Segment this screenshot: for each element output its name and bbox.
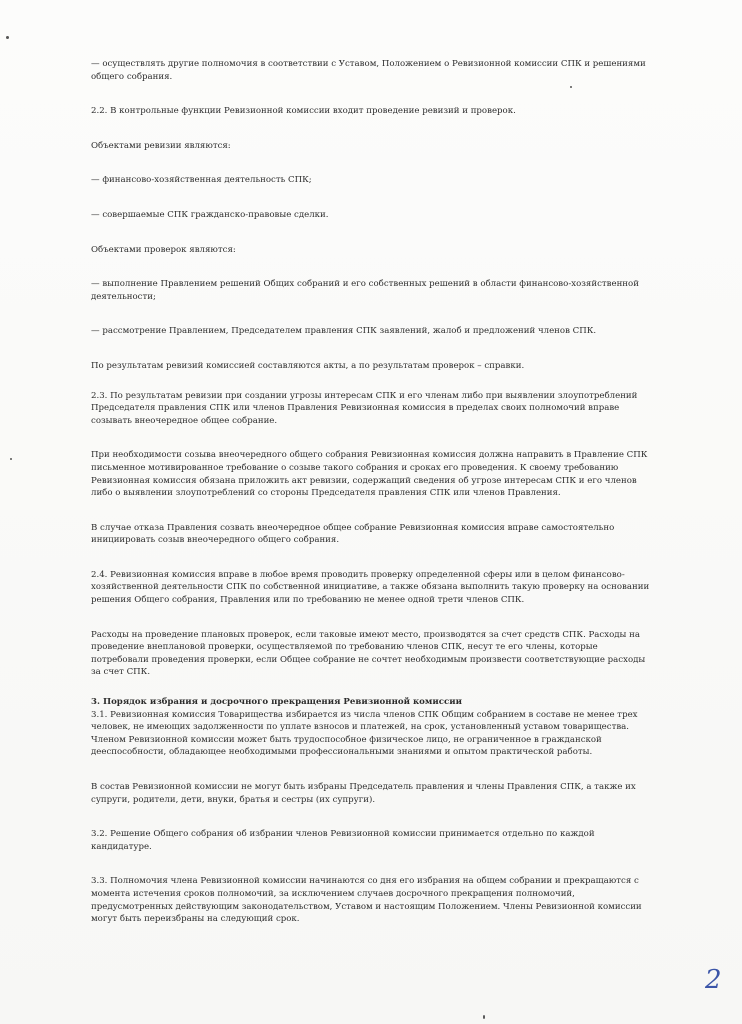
scan-speck xyxy=(6,36,9,39)
paragraph-check-objects: Объектами проверок являются: xyxy=(91,244,236,255)
paragraph-audit-item-2: — совершаемые СПК гражданско-правовые сделки. xyxy=(91,209,329,220)
handwritten-page-number: 2 xyxy=(705,965,722,995)
paragraph-expenses: Расходы на проведение плановых проверок, если таковые имеют место, производятся за счет средств СПК. Расходы на проведение внеплановой проверки, осуществляемой по требованию членов СПК, несут те его члены, которые потребовали проведения проверки, если Общее собрание не сочтет необходимым произвести соответствующие расходы за счет СПК. xyxy=(91,629,646,678)
scan-speck xyxy=(570,86,572,88)
scan-speck xyxy=(10,458,12,460)
paragraph-check-item-1: — выполнение Правлением решений Общих собраний и его собственных решений в области финансово-хозяйственной деятельности; xyxy=(91,279,639,302)
paragraph-audit-objects: Объектами ревизии являются: xyxy=(91,140,231,151)
paragraph-ineligible: В состав Ревизионной комиссии не могут быть избраны Председатель правления и члены Правления СПК, а также их супруги, родители, дети, внуки, братья и сестры (их супруги). xyxy=(91,782,636,805)
paragraph-2-4: 2.4. Ревизионная комиссия вправе в любое время проводить проверку определенной сферы или в целом финансово-хозяйственной деятельности СПК по собственной инициативе, а также обязана выполнить такую проверку на основании решения Общего собрания, Правления или по требованию не менее одной трети членов СПК. xyxy=(91,569,650,606)
paragraph-3-2: 3.2. Решение Общего собрания об избрании членов Ревизионной комиссии принимается отдельно по каждой кандидатуре. xyxy=(91,829,595,852)
paragraph-results: По результатам ревизий комиссией составляются акты, а по результатам проверок – справки. xyxy=(91,360,525,371)
paragraph-audit-item-1: — финансово-хозяйственная деятельность СПК; xyxy=(91,175,312,186)
paragraph-3-3: 3.3. Полномочия члена Ревизионной комиссии начинаются со дня его избрания на общем собрании и прекращаются с момента истечения сроков полномочий, за исключением случаев досрочного прекращения полномочий, предусмотренных действующим законодательством, Уставом и настоящим Положением. Члены Ревизионной комиссии могут быть переизбраны на следующий срок. xyxy=(91,876,642,925)
document-body xyxy=(91,58,651,926)
paragraph-check-item-2: — рассмотрение Правлением, Председателем правления СПК заявлений, жалоб и предложений членов СПК. xyxy=(91,326,597,337)
scan-speck xyxy=(483,1015,485,1019)
paragraph-extraordinary-meeting: При необходимости созыва внеочередного общего собрания Ревизионная комиссия должна направить в Правление СПК письменное мотивированное требование о созыве такого собрания и сроках его проведения. К своему требованию Ревизионная комиссия обязана приложить акт ревизии, содержащий сведения об угрозе интересам СПК и его членов либо о выявлении злоупотреблений со стороны Председателя правления СПК или членов Правления. xyxy=(91,450,648,499)
paragraph-refusal: В случае отказа Правления созвать внеочередное общее собрание Ревизионная комиссия вправе самостоятельно инициировать созыв внеочередного общего собрания. xyxy=(91,522,615,546)
section-3-heading: 3. Порядок избрания и досрочного прекращения Ревизионной комиссии xyxy=(91,697,462,708)
paragraph-1: — осуществлять другие полномочия в соответствии с Уставом, Положением о Ревизионной комиссии СПК и решениями общего собрания. xyxy=(91,59,646,82)
paragraph-2-3: 2.3. По результатам ревизии при создании угрозы интересам СПК и его членам либо при выявлении злоупотреблений Председателя правления СПК или членов Правления Ревизионная комиссия в пределах своих полномочий вправе созывать внеочередное общее собрание. xyxy=(91,390,638,426)
paragraph-2-2: 2.2. В контрольные функции Ревизионной комиссии входит проведение ревизий и проверок. xyxy=(91,106,516,117)
paragraph-3-1: 3.1. Ревизионная комиссия Товарищества избирается из числа членов СПК Общим собранием в составе не менее трех человек, не имеющих задолженности по уплате взносов и платежей, на срок, установленный уставом товарищества. Членом Ревизионной комиссии может быть трудоспособное физическое лицо, не ограниченное в гражданской дееспособности, обладающее необходимыми профессиональными знаниями и опытом практической работы. xyxy=(91,709,638,758)
